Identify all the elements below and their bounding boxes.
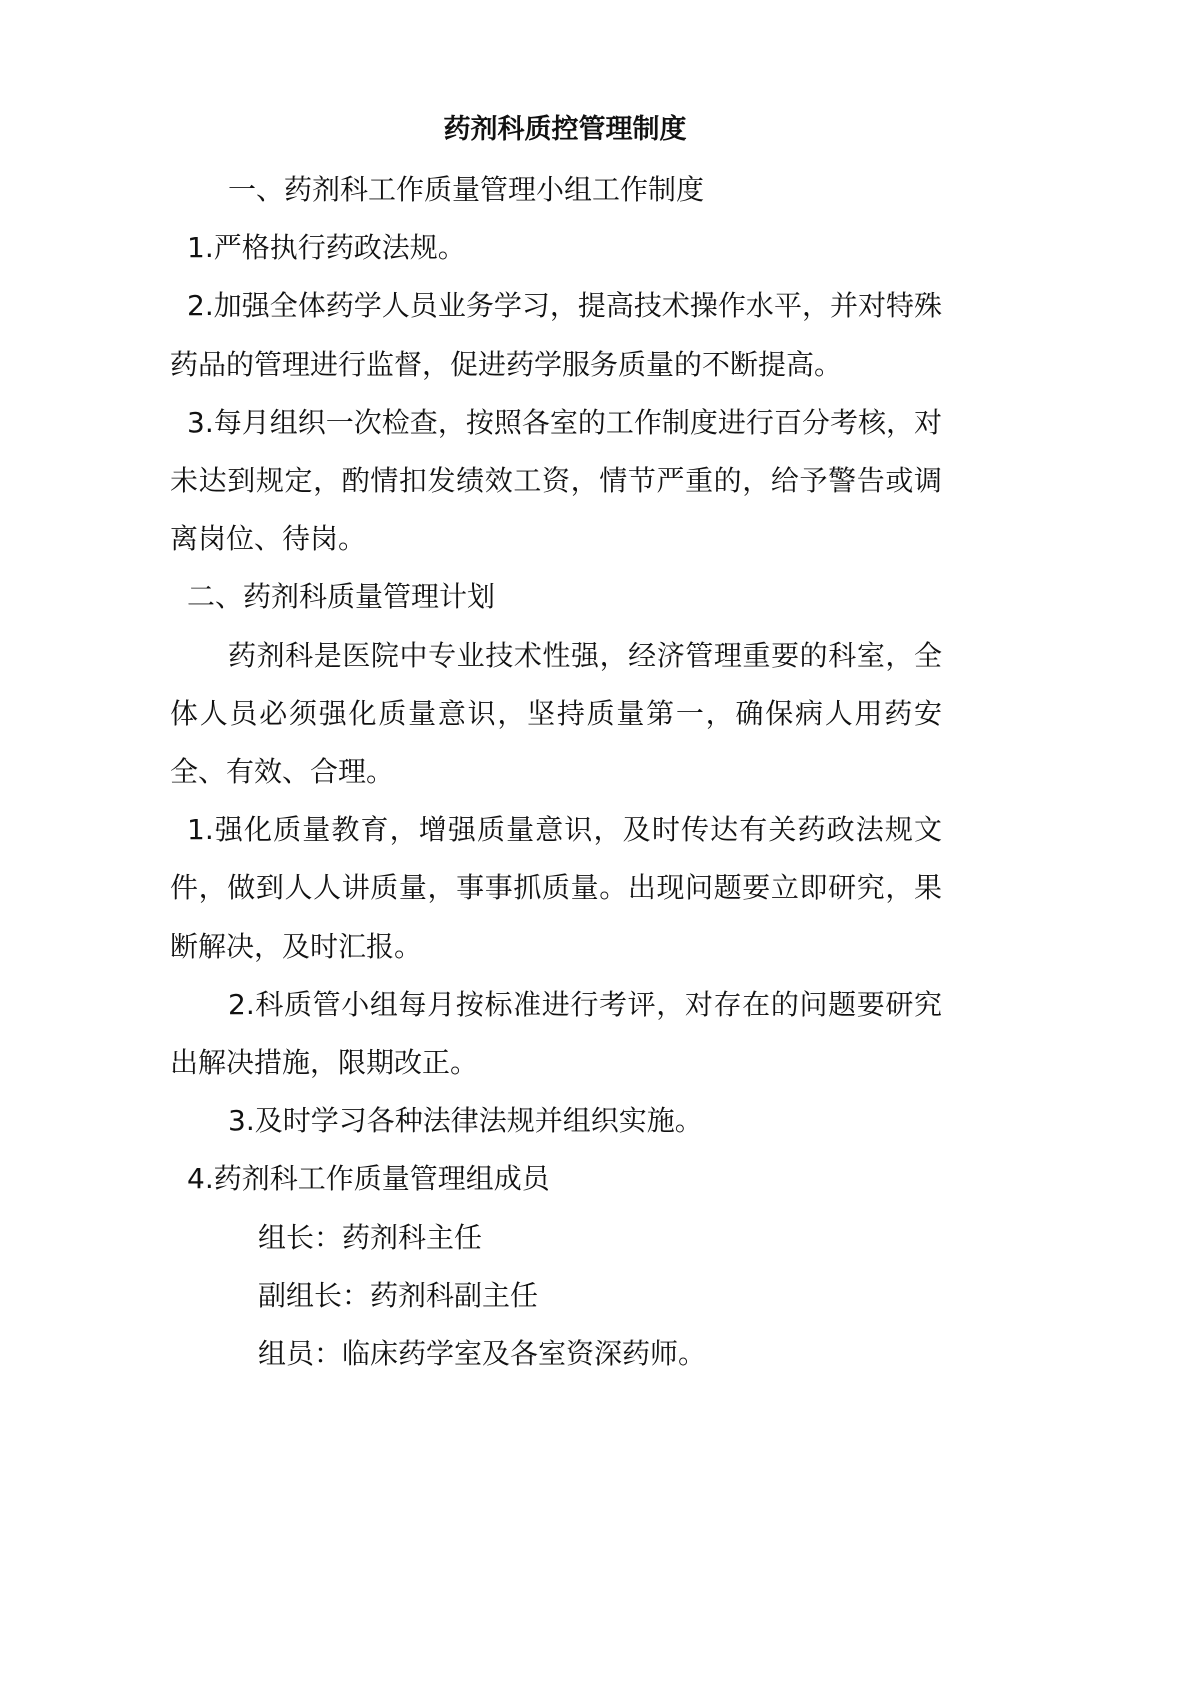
document-body (170, 161, 942, 1383)
member-leader: 组长：药剂科主任 (258, 1220, 483, 1254)
section1-heading: 一、药剂科工作质量管理小组工作制度 (228, 173, 705, 206)
section2-intro: 药剂科是医院中专业技术性强，经济管理重要的科室，全体人员必须强化质量意识，坚持质量第一，确保病人用药安全、有效、合理。 (170, 638, 942, 789)
section2-item-2: 2.科质管小组每月按标准进行考评，对存在的问题要研究出解决措施，限期改正。 (170, 987, 942, 1080)
section2-heading: 二、药剂科质量管理计划 (187, 580, 496, 614)
section2-item-3: 3.及时学习各种法律法规并组织实施。 (228, 1104, 703, 1138)
section1-item-3: 3.每月组织一次检查，按照各室的工作制度进行百分考核，对未达到规定，酌情扣发绩效工资，情节严重的，给予警告或调离岗位、待岗。 (170, 405, 942, 556)
section1-item-1: 1.严格执行药政法规。 (187, 231, 466, 265)
document-title: 药剂科质控管理制度 (443, 114, 687, 145)
section2-item-1: 1.强化质量教育，增强质量意识，及时传达有关药政法规文件，做到人人讲质量，事事抓质量。出现问题要立即研究，果断解决，及时汇报。 (170, 813, 942, 963)
section1-item-2: 2.加强全体药学人员业务学习，提高技术操作水平，并对特殊药品的管理进行监督，促进药学服务质量的不断提高。 (170, 289, 942, 381)
member-staff: 组员：临床药学室及各室资深药师。 (258, 1337, 707, 1371)
member-deputy-leader: 副组长：药剂科副主任 (258, 1278, 539, 1312)
section2-item-4: 4.药剂科工作质量管理组成员 (187, 1162, 550, 1196)
